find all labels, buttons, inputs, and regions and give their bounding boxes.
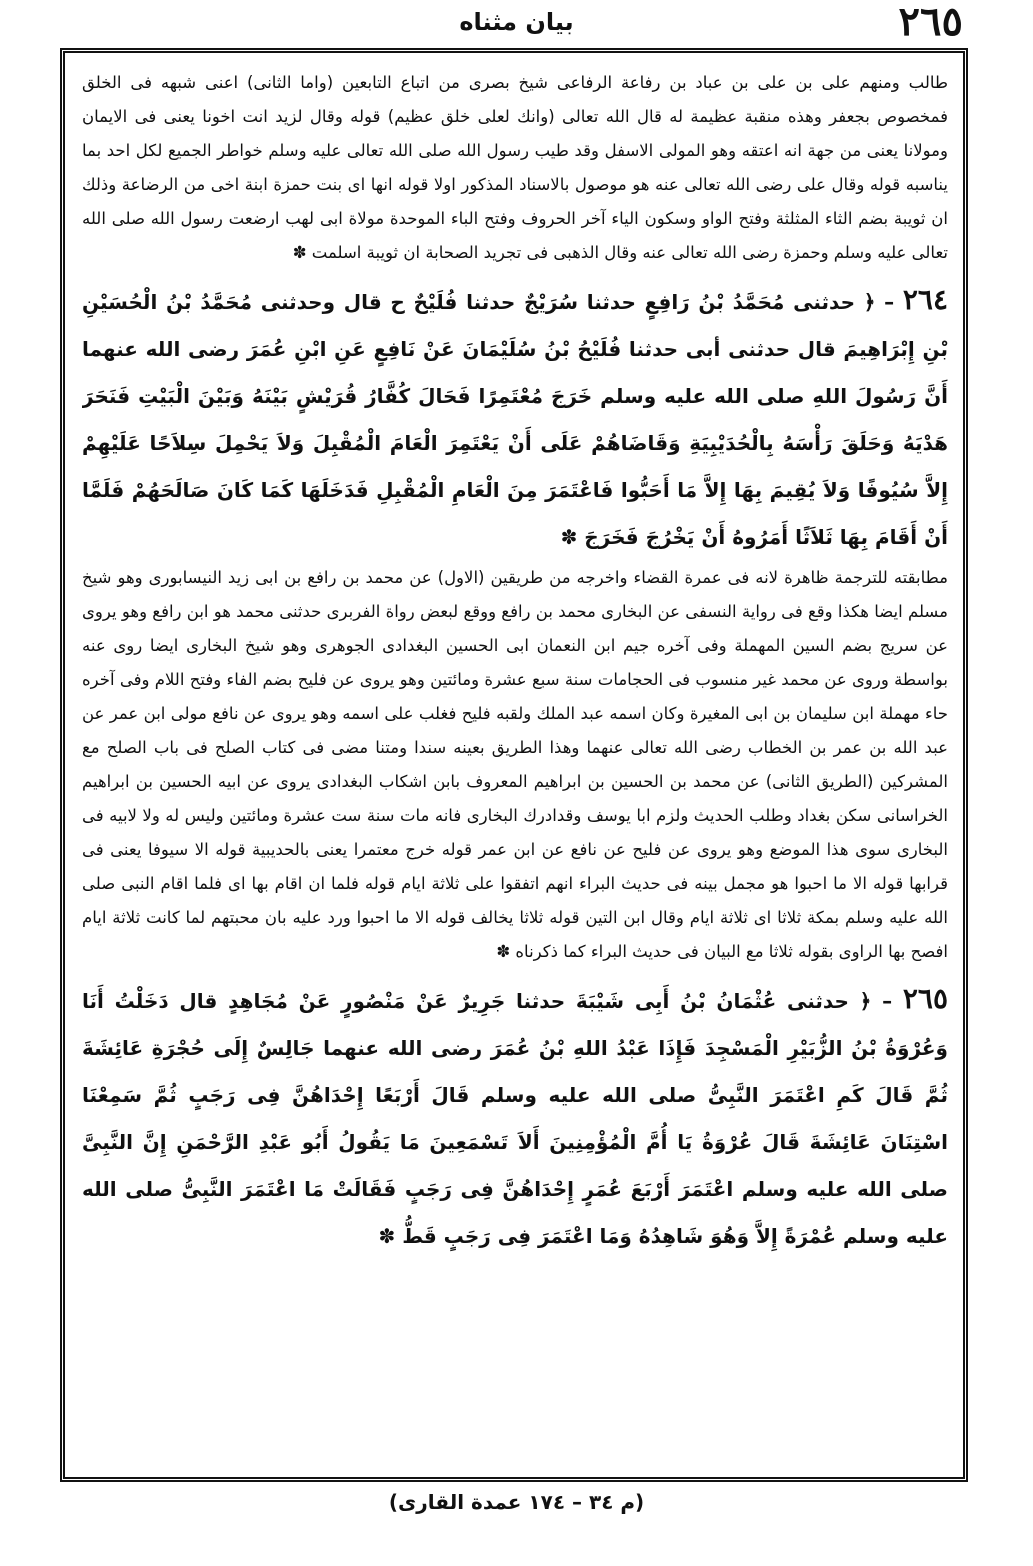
hadith-number: ٢٦٤ [902, 283, 948, 316]
hadith-dash: – ﴿ [854, 290, 895, 314]
hadith-text: حدثنى عُثْمَانُ بْنُ أَبِى شَيْبَةَ حدثنا جَرِيرٌ عَنْ مَنْصُورٍ عَنْ مُجَاهِدٍ قال دَخَلْتُ أَنَا وَعُرْوَةُ بْنُ الزُّبَيْرِ الْمَسْجِدَ فَإِذَا عَبْدُ اللهِ بْنُ عُمَرَ رضى الله عنهما جَالِسٌ إِلَى حُجْرَةِ عَائِشَةَ ثُمَّ قَالَ كَمِ اعْتَمَرَ النَّبِىُّ صلى الله عليه وسلم قَالَ أَرْبَعًا إِحْدَاهُنَّ فِى رَجَبٍ ثُمَّ سَمِعْنَا اسْتِنَانَ عَائِشَةَ قَالَ عُرْوَةُ يَا أُمَّ الْمُؤْمِنِينَ أَلاَ تَسْمَعِينَ مَا يَقُولُ أَبُو عَبْدِ الرَّحْمَنِ إِنَّ النَّبِىَّ صلى الله عليه وسلم اعْتَمَرَ أَرْبَعَ عُمَرٍ إِحْدَاهُنَّ فِى رَجَبٍ فَقَالَتْ مَا اعْتَمَرَ النَّبِىُّ صلى الله عليه وسلم عُمْرَةً إِلاَّ وَهُوَ شَاهِدُهُ وَمَا اعْتَمَرَ فِى رَجَبٍ قَطُّ ✽ [82, 989, 948, 1248]
commentary-paragraph-1: طالب ومنهم على بن على بن عباد بن رفاعة الرفاعى شيخ بصرى من اتباع التابعين (واما الثانى) اعنى شبهه فى الخلق فمخصوص بجعفر وهذه منقبة عظيمة له قال الله تعالى (وانك لعلى خلق عظيم) قوله وقال لزيد انت اخونا يعنى فى الايمان ومولانا يعنى من جهة انه اعتقه وهو المولى الاسفل وقد طيب رسول الله صلى الله تعالى عليه وسلم خواطر الجميع لكل احد بما يناسبه قوله وقال على رضى الله تعالى عنه هو موصول بالاسناد المذكور اولا قوله انها اى بنت حمزة ابنة اخى من الرضاعة وذلك ان ثويبة بضم الثاء المثلثة وفتح الواو وسكون الياء آخر الحروف وفتح الباء الموحدة مولاة ابى لهب ارضعت رسول الله صلى الله تعالى عليه وسلم وحمزة رضى الله تعالى عنه وقال الذهبى فى تجريد الصحابة ان ثويبة اسلمت ✽ [82, 73, 948, 262]
page-footer-signature: (م ٣٤ – ١٧٤ عمدة القارى) [388, 1490, 645, 1514]
main-text [82, 62, 948, 1474]
page-number: ٢٦٥ [898, 0, 963, 45]
hadith-dash: – ﴿ [848, 989, 893, 1013]
hadith-number: ٢٦٥ [902, 982, 948, 1015]
page-header [60, 0, 973, 48]
running-title: بيان مثناه [459, 8, 574, 36]
hadith-265 [82, 975, 948, 1260]
commentary-paragraph-2: مطابقته للترجمة ظاهرة لانه فى عمرة القضاء واخرجه من طريقين (الاول) عن محمد بن رافع بن ابى زيد النيسابورى وهو شيخ مسلم ايضا هكذا وقع فى رواية النسفى عن البخارى محمد بن رافع ووقع لبعض رواة الفربرى حدثنى محمد هو ابن رافع وهو يروى عن سريج بضم السين المهملة وفى آخره جيم ابن النعمان ابى الحسين البغدادى الجوهرى وهو شيخ البخارى ايضا روى عنه بواسطة وروى عن محمد غير منسوب فى الحجامات سنة سبع عشرة ومائتين وهو يروى عن فليح بضم الفاء وفتح اللام وفى آخره حاء مهملة ابن سليمان بن ابى المغيرة وكان اسمه عبد الملك ولقبه فليح فغلب على اسمه وهو يروى عن نافع مولى ابن عمر عن عبد الله بن عمر بن الخطاب رضى الله تعالى عنهما وهذا الطريق بعينه سندا ومتنا مضى فى كتاب الصلح فى باب الصلح مع المشركين (الطريق الثانى) عن محمد بن الحسين بن ابراهيم المعروف بابن اشكاب البغدادى يروى عن ابيه الحسين بن ابراهيم الخراسانى سكن بغداد وطلب الحديث ولزم ابا يوسف وقدادرك البخارى فانه مات سنة ست عشرة ومائتين وليس له ولا لابيه فى البخارى سوى هذا الموضع وهو يروى عن فليح عن نافع عن ابن عمر قوله خرج معتمرا يعنى بالحديبية قوله الا سيوفا يعنى فى قرابها قوله الا ما احبوا هو مجمل بينه فى حديث البراء انهم اتفقوا على ثلاثة ايام قوله فلما ان اقام بها اى فلما اقام النبى صلى الله عليه وسلم بمكة ثلاثا اى ثلاثة ايام وقال ابن التين قوله ثلاثا يخالف قوله الا ما احبوا ورد عليه بان محبتهم لما كانت ثلاثة ايام افصح بها الراوى بقوله ثلاثا مع البيان فى حديث البراء كما ذكرناه ✽ [82, 568, 948, 961]
hadith-264 [82, 276, 948, 561]
hadith-text: حدثنى مُحَمَّدُ بْنُ رَافِعٍ حدثنا سُرَيْجٌ حدثنا فُلَيْحٌ ح قال وحدثنى مُحَمَّدُ بْنُ الْحُسَيْنِ بْنِ إِبْرَاهِيمَ قال حدثنى أبى حدثنا فُلَيْحُ بْنُ سُلَيْمَانَ عَنْ نَافِعٍ عَنِ ابْنِ عُمَرَ رضى الله عنهما أَنَّ رَسُولَ اللهِ صلى الله عليه وسلم خَرَجَ مُعْتَمِرًا فَحَالَ كُفَّارُ قُرَيْشٍ بَيْنَهُ وَبَيْنَ الْبَيْتِ فَنَحَرَ هَدْيَهُ وَحَلَقَ رَأْسَهُ بِالْحُدَيْبِيَةِ وَقَاضَاهُمْ عَلَى أَنْ يَعْتَمِرَ الْعَامَ الْمُقْبِلَ وَلاَ يَحْمِلَ سِلاَحًا عَلَيْهِمْ إِلاَّ سُيُوفًا وَلاَ يُقِيمَ بِهَا إِلاَّ مَا أَحَبُّوا فَاعْتَمَرَ مِنَ الْعَامِ الْمُقْبِلِ فَدَخَلَهَا كَمَا كَانَ صَالَحَهُمْ فَلَمَّا أَنْ أَقَامَ بِهَا ثَلاَثًا أَمَرُوهُ أَنْ يَخْرُجَ فَخَرَجَ ✽ [82, 290, 948, 549]
